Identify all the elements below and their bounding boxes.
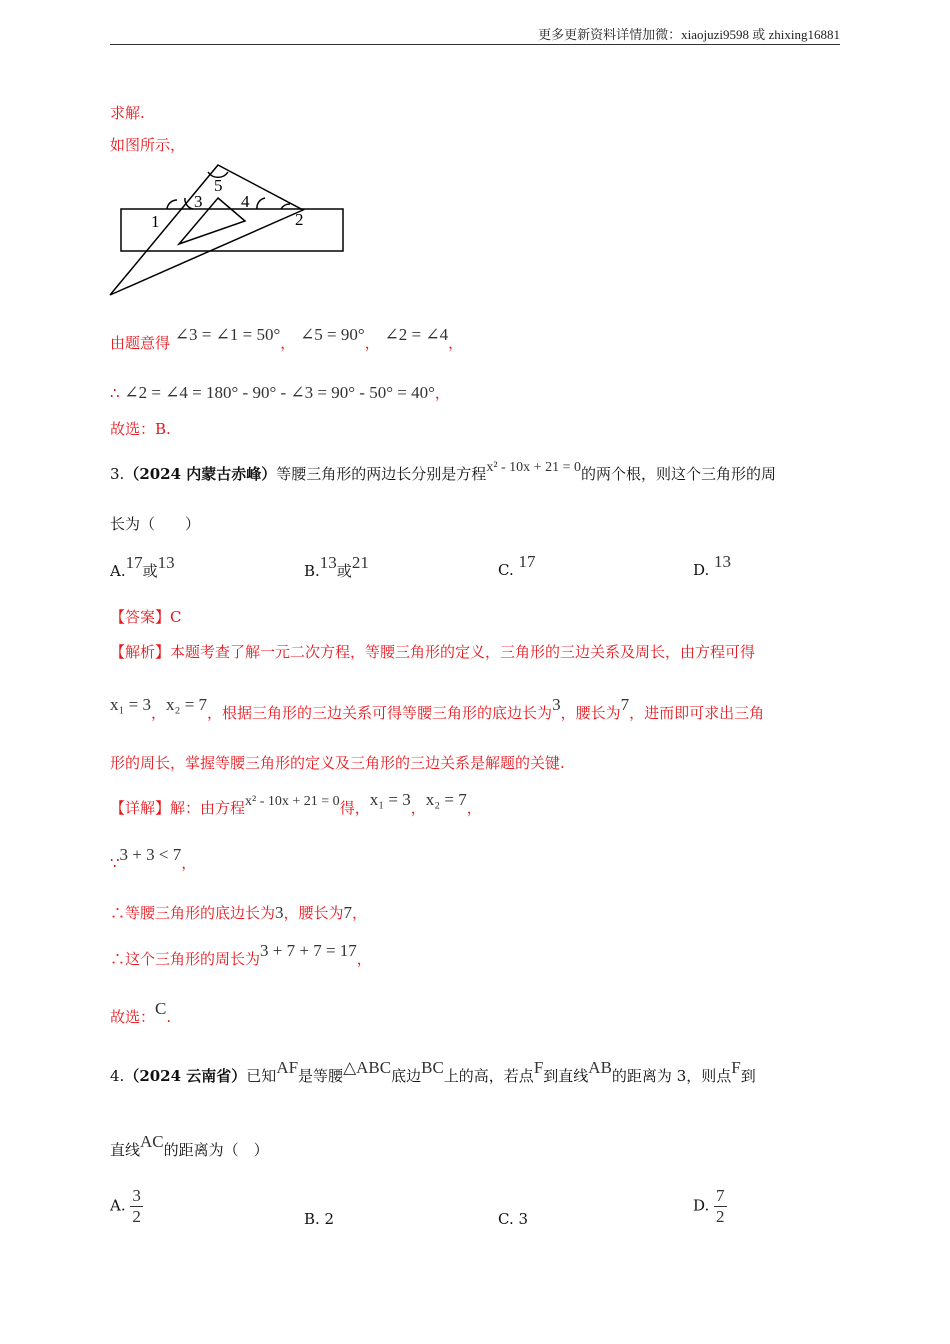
prev-line2: 如图所示， bbox=[110, 136, 186, 154]
q3-stem-line1: 3.（2024 内蒙古赤峰）等腰三角形的两边长分别是方程x² - 10x + 21 = 0的两个根，则这个三角形的周 bbox=[110, 460, 776, 483]
figure-label-2: 2 bbox=[295, 210, 304, 229]
q3-detail-line1: 【详解】解：由方程x² - 10x + 21 = 0得，x₁ = 3，x₂ = 7， bbox=[110, 790, 482, 817]
q3-detail-line4: ∴这个三角形的周长为3 + 7 + 7 = 17， bbox=[110, 941, 372, 968]
q3-source: （2024 内蒙古赤峰） bbox=[124, 465, 277, 483]
prev-line4: ∴ ∠2 = ∠4 = 180° - 90° - ∠3 = 90° - 50° = 40°， bbox=[110, 383, 450, 402]
angle-eq-2: ∠5 = 90° bbox=[300, 325, 365, 344]
q3-analysis-line1: 【解析】本题考查了解一元二次方程，等腰三角形的定义，三角形的三边关系及周长，由方程可得 bbox=[110, 643, 756, 661]
q4-source: （2024 云南省） bbox=[124, 1067, 247, 1085]
figure-label-1: 1 bbox=[151, 212, 160, 231]
q3-detail-line2: ∵3 + 3 < 7， bbox=[110, 845, 197, 872]
triangle-ruler-figure bbox=[105, 160, 350, 300]
q3-option-a: A.17或13 bbox=[110, 553, 175, 580]
header-text: 更多更新资料详情加微：xiaojuzi9598 或 zhixing16881 bbox=[538, 27, 840, 42]
q3-option-d: D. 13 bbox=[693, 552, 732, 579]
q3-analysis-line3: 形的周长，掌握等腰三角形的定义及三角形的三边关系是解题的关键. bbox=[110, 754, 565, 772]
figure-label-4: 4 bbox=[241, 192, 250, 211]
q3-detail-line5: 故选：C. bbox=[110, 999, 172, 1026]
angle-eq-1: ∠3 = ∠1 = 50° bbox=[174, 325, 281, 344]
prev-line5: 故选：B. bbox=[110, 420, 171, 438]
q3-answer: 【答案】C bbox=[110, 608, 182, 626]
page-header bbox=[110, 22, 840, 45]
fraction-7-2: $\frac{7}{2}$ bbox=[716, 1186, 725, 1226]
q4-option-a: A. $\frac{3}{2}$ bbox=[110, 1186, 141, 1226]
q3-detail-line3: ∴等腰三角形的底边长为3，腰长为7， bbox=[110, 903, 368, 922]
figure-label-5: 5 bbox=[214, 176, 223, 195]
q4-stem-line2: 直线AC的距离为（ ） bbox=[110, 1132, 269, 1159]
q4-option-b: B. 2 bbox=[304, 1210, 335, 1228]
q4-option-c: C. 3 bbox=[498, 1210, 529, 1228]
q4-option-d: D. $\frac{7}{2}$ bbox=[693, 1186, 725, 1226]
figure-label-3: 3 bbox=[194, 192, 203, 211]
prev-line1: 求解. bbox=[110, 104, 145, 122]
fraction-3-2: $\frac{3}{2}$ bbox=[132, 1186, 141, 1226]
q3-equation: x² - 10x + 21 = 0 bbox=[486, 460, 581, 475]
q3-analysis-line2: x₁ = 3，x₂ = 7，根据三角形的三边关系可得等腰三角形的底边长为3，腰长为7，进而即可求出三角 bbox=[110, 695, 765, 722]
angle-eq-3: ∠2 = ∠4 bbox=[384, 325, 449, 344]
q3-option-c: C. 17 bbox=[498, 552, 536, 579]
prev-line3: 由题意得 ∠3 = ∠1 = 50°， ∠5 = 90°， ∠2 = ∠4， bbox=[110, 325, 464, 352]
q3-option-b: B.13或21 bbox=[304, 553, 369, 580]
angle-calc: ∠2 = ∠4 = 180° - 90° - ∠3 = 90° - 50° = 40° bbox=[124, 383, 435, 402]
q3-stem-line2: 长为（ ） bbox=[110, 515, 201, 533]
q4-stem-line1: 4.（2024 云南省）已知AF是等腰△ABC底边BC上的高，若点F到直线AB的距离为 3，则点F到 bbox=[110, 1058, 756, 1085]
